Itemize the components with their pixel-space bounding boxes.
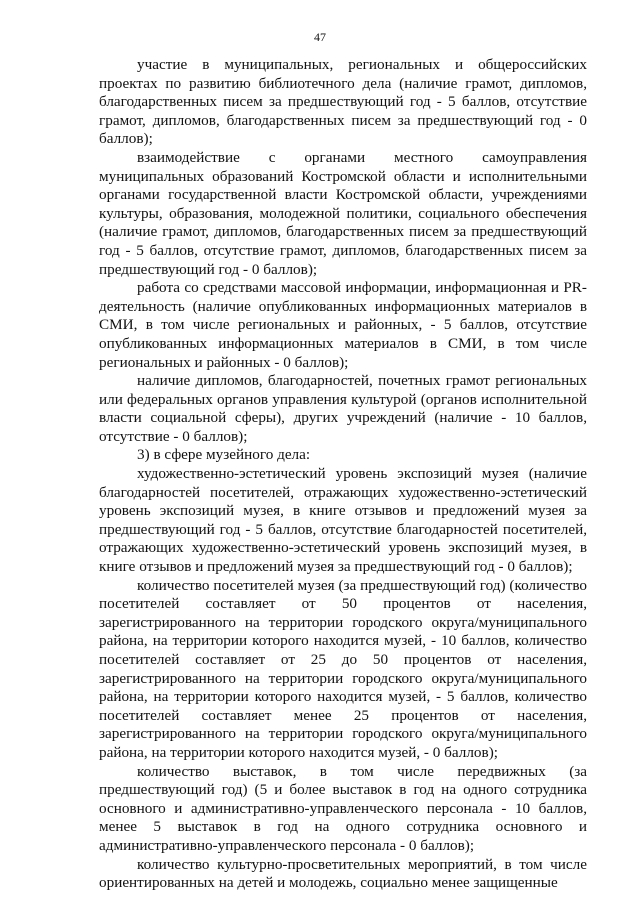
- document-body: [99, 56, 587, 893]
- paragraph-library-projects: участие в муниципальных, региональных и общероссийских проектах по развитию библиотечного дела (наличие грамот, дипломов, благодарственных писем за предшествующий год - 5 баллов, отсутствие грамот, дипломов, благодарственных писем за предшествующий год - 0 баллов);: [99, 56, 587, 148]
- paragraph-museum-heading: 3) в сфере музейного дела:: [137, 446, 311, 464]
- paragraph-exhibitions-count: количество выставок, в том числе передвижных (за предшествующий год) (5 и более выставок в год на одного сотрудника основного и административно-управленческого персонала - 10 баллов, менее 5 выставок в год на одного сотрудника основного и административно-управленческого персонала - 0 баллов);: [99, 762, 587, 854]
- paragraph-interaction-authorities: взаимодействие с органами местного самоуправления муниципальных образований Костромской области и исполнительными органами государственной власти Костромской области, учреждениями культуры, образования, молодежной политики, социального обеспечения (наличие грамот, дипломов, благодарственных писем за предшествующий год - 5 баллов, отсутствие грамот, дипломов, благодарственных писем за предшествующий год - 0 баллов);: [99, 148, 587, 278]
- paragraph-diplomas: наличие дипломов, благодарностей, почетных грамот региональных или федеральных органов управления культурой (органов исполнительной власти социальной сферы), других учреждений (наличие - 10 баллов, отсутствие - 0 баллов);: [99, 372, 587, 445]
- paragraph-media-pr: работа со средствами массовой информации, информационная и PR-деятельность (наличие опубликованных информационных материалов в СМИ, в том числе региональных и районных, - 5 баллов, отсутствие опубликованных информационных материалов в СМИ, в том числе региональных и районных - 0 баллов);: [99, 279, 587, 371]
- paragraph-exposition-level: художественно-эстетический уровень экспозиций музея (наличие благодарностей посетителей, отражающих художественно-эстетический уровень экспозиций музея, в книге отзывов и предложений музея за предшествующий год - 5 баллов, отсутствие благодарностей посетителей, отражающих художественно-эстетический уровень экспозиций музея, в книге отзывов и предложений музея за предшествующий год - 0 баллов);: [99, 465, 587, 576]
- paragraph-visitor-count: количество посетителей музея (за предшествующий год) (количество посетителей составляет от 50 процентов от населения, зарегистрированного на территории городского округа/муниципального района, на территории которого находится музей, - 10 баллов, количество посетителей составляет от 25 до 50 процентов от населения, зарегистрированного на территории городского округа/муниципального района, на территории которого находится музей, - 5 баллов, количество посетителей составляет менее 25 процентов от населения, зарегистрированного на территории городского округа/муниципального района, на территории которого находится музей, - 0 баллов);: [99, 576, 587, 761]
- paragraph-cultural-events: количество культурно-просветительных мероприятий, в том числе ориентированных на детей и молодежь, социально менее защищенные: [99, 855, 587, 892]
- page-number: 47: [314, 30, 326, 44]
